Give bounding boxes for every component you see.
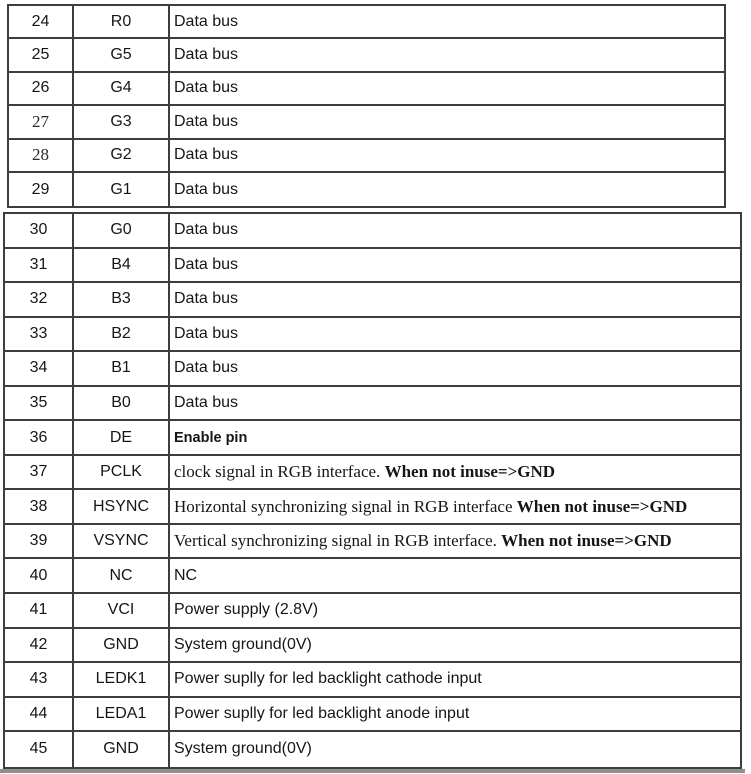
pin-description-cell [170, 525, 740, 558]
description-text: Vertical synchronizing signal in RGB interface. [174, 531, 502, 551]
table-row [5, 421, 740, 456]
table-row [9, 6, 724, 39]
table-row [9, 173, 724, 206]
pin-number-cell: 40 [5, 559, 74, 592]
pin-name-cell: B2 [74, 318, 170, 351]
pin-number-cell: 30 [5, 214, 74, 247]
description-text: Data bus [174, 46, 239, 64]
pin-name-cell: VCI [74, 594, 170, 627]
pin-description-cell [170, 594, 740, 627]
pin-name-cell: DE [74, 421, 170, 454]
pin-number-cell: 28 [9, 140, 74, 171]
table-row [5, 249, 740, 284]
pin-number-cell: 27 [9, 106, 74, 137]
table-row [9, 73, 724, 106]
description-text: Data bus [174, 146, 239, 164]
pin-number-cell: 42 [5, 629, 74, 662]
table-row [5, 594, 740, 629]
pin-number-cell: 26 [9, 73, 74, 104]
pin-number-cell: 32 [5, 283, 74, 316]
pin-description-cell [170, 106, 724, 137]
pin-name-cell: B1 [74, 352, 170, 385]
pin-description-cell [170, 6, 724, 37]
pin-description-cell [170, 73, 724, 104]
table-row [9, 140, 724, 173]
pin-name-cell: G2 [74, 140, 170, 171]
pin-name-cell: GND [74, 732, 170, 767]
pin-table-lower [3, 212, 742, 769]
pin-description-cell [170, 352, 740, 385]
description-text: Enable pin [174, 429, 248, 446]
table-row [9, 106, 724, 139]
pin-name-cell: PCLK [74, 456, 170, 489]
pin-name-cell: B0 [74, 387, 170, 420]
description-text: Horizontal synchronizing signal in RGB interface [174, 496, 517, 516]
pin-number-cell: 25 [9, 39, 74, 70]
pin-name-cell: G3 [74, 106, 170, 137]
pin-number-cell: 31 [5, 249, 74, 282]
pin-number-cell: 24 [9, 6, 74, 37]
description-text: System ground(0V) [174, 740, 312, 758]
pin-number-cell: 38 [5, 490, 74, 523]
pin-number-cell: 33 [5, 318, 74, 351]
pin-name-cell: B4 [74, 249, 170, 282]
table-row [9, 39, 724, 72]
pin-number-cell: 44 [5, 698, 74, 731]
pin-number-cell: 35 [5, 387, 74, 420]
table-row [5, 663, 740, 698]
pin-description-cell [170, 663, 740, 696]
pin-name-cell: HSYNC [74, 490, 170, 523]
description-text: Data bus [174, 324, 239, 342]
pin-description-cell [170, 173, 724, 206]
pin-name-cell: B3 [74, 283, 170, 316]
pin-name-cell: LEDA1 [74, 698, 170, 731]
pin-number-cell: 37 [5, 456, 74, 489]
table-row [5, 525, 740, 560]
table-row [5, 629, 740, 664]
description-text: Data bus [174, 221, 239, 239]
table-row [5, 318, 740, 353]
description-text: Power suplly for led backlight anode input [174, 704, 470, 722]
pin-number-cell: 39 [5, 525, 74, 558]
page-bottom-divider [0, 769, 745, 773]
pin-description-cell [170, 698, 740, 731]
table-row [5, 352, 740, 387]
pin-number-cell: 34 [5, 352, 74, 385]
table-row [5, 387, 740, 422]
pin-name-cell: G4 [74, 73, 170, 104]
description-text: When not inuse=>GND [501, 531, 672, 551]
table-row [5, 559, 740, 594]
pin-description-cell [170, 283, 740, 316]
pin-description-cell [170, 387, 740, 420]
table-row [5, 283, 740, 318]
description-text: When not inuse=>GND [516, 496, 688, 516]
pin-description-cell [170, 456, 740, 489]
description-text: clock signal in RGB interface. [174, 462, 385, 482]
pin-description-cell [170, 39, 724, 70]
table-row [5, 456, 740, 491]
pin-table-upper [7, 4, 726, 208]
description-text: Data bus [174, 255, 239, 273]
pin-description-cell [170, 490, 740, 523]
pin-name-cell: LEDK1 [74, 663, 170, 696]
description-text: Power suplly for led backlight cathode input [174, 670, 482, 688]
pin-description-cell [170, 318, 740, 351]
pin-name-cell: G0 [74, 214, 170, 247]
pin-description-cell [170, 732, 740, 767]
pin-name-cell: GND [74, 629, 170, 662]
description-text: Power supply (2.8V) [174, 601, 319, 619]
pin-description-cell [170, 421, 740, 454]
pin-name-cell: NC [74, 559, 170, 592]
pin-name-cell: G5 [74, 39, 170, 70]
table-row [5, 732, 740, 767]
pin-description-cell [170, 140, 724, 171]
pin-number-cell: 41 [5, 594, 74, 627]
description-text: NC [174, 566, 198, 584]
pin-number-cell: 45 [5, 732, 74, 767]
description-text: Data bus [174, 12, 239, 30]
pin-number-cell: 43 [5, 663, 74, 696]
description-text: Data bus [174, 180, 239, 198]
pin-number-cell: 29 [9, 173, 74, 206]
pin-number-cell: 36 [5, 421, 74, 454]
pin-description-cell [170, 559, 740, 592]
table-row [5, 214, 740, 249]
pin-description-cell [170, 629, 740, 662]
pin-name-cell: R0 [74, 6, 170, 37]
table-row [5, 698, 740, 733]
pin-name-cell: VSYNC [74, 525, 170, 558]
description-text: Data bus [174, 290, 239, 308]
description-text: System ground(0V) [174, 635, 312, 653]
description-text: Data bus [174, 394, 239, 411]
description-text: Data bus [174, 112, 239, 130]
description-text: When not inuse=>GND [384, 462, 556, 482]
pin-name-cell: G1 [74, 173, 170, 206]
description-text: Data bus [174, 79, 239, 97]
table-row [5, 490, 740, 525]
pin-description-cell [170, 249, 740, 282]
pin-description-cell [170, 214, 740, 247]
description-text: Data bus [174, 359, 239, 377]
